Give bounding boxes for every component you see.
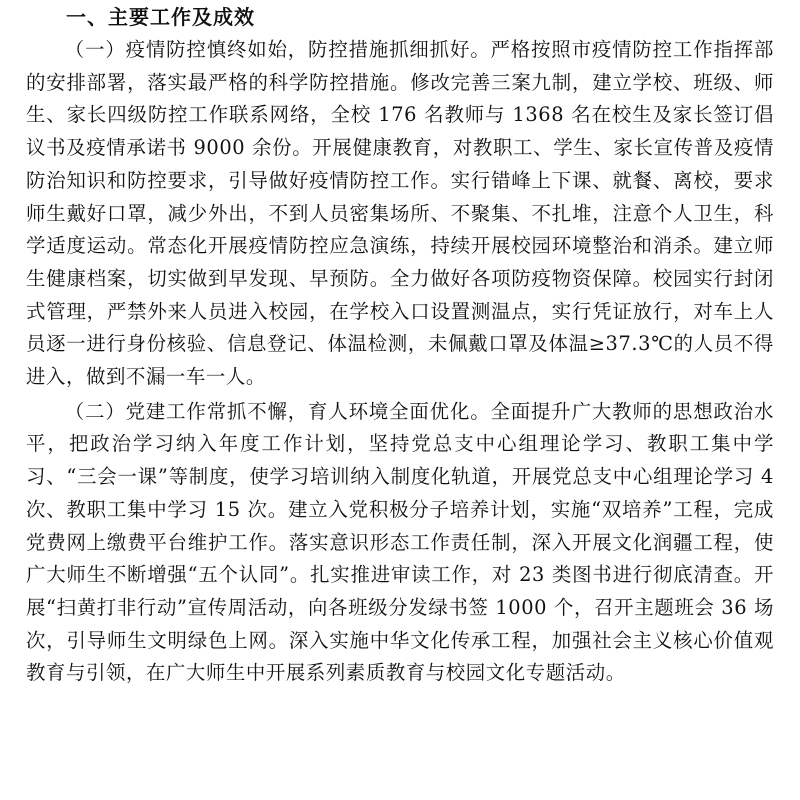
section-heading: 一、主要工作及成效: [66, 5, 255, 29]
paragraph-epidemic-control: （一）疫情防控慎终如始，防控措施抓细抓好。严格按照市疫情防控工作指挥部的安排部署，落实最严格的科学防控措施。修改完善三案九制，建立学校、班级、师生、家长四级防控工作联系网络，全校 176 名教师与 1368 名在校生及家长签订倡议书及疫情承诺书 9000 余份。开展健康教育，对教职工、学生、家长宣传普及疫情防治知识和防控要求，引导做好疫情防控工作。实行错峰上下课、就餐、离校，要求师生戴好口罩，减少外出，不到人员密集场所、不聚集、不扎堆，注意个人卫生，科学适度运动。常态化开展疫情防控应急演练，持续开展校园环境整治和消杀。建立师生健康档案，切实做到早发现、早预防。全力做好各项防疫物资保障。校园实行封闭式管理，严禁外来人员进入校园，在学校入口设置测温点，实行凭证放行，对车上人员逐一进行身份核验、信息登记、体温检测，未佩戴口罩及体温≥37.3℃的人员不得进入，做到不漏一车一人。: [26, 38, 774, 389]
paragraph-party-building: （二）党建工作常抓不懈，育人环境全面优化。全面提升广大教师的思想政治水平，把政治学习纳入年度工作计划，坚持党总支中心组理论学习、教职工集中学习、“三会一课”等制度，使学习培训纳入制度化轨道，开展党总支中心组理论学习 4 次、教职工集中学习 15 次。建立入党积极分子培养计划，实施“双培养”工程，完成党费网上缴费平台维护工作。落实意识形态工作责任制，深入开展文化润疆工程，使广大师生不断增强“五个认同”。扎实推进审读工作，对 23 类图书进行彻底清查。开展“扫黄打非行动”宣传周活动，向各班级分发绿书签 1000 个，召开主题班会 36 场次，引导师生文明绿色上网。深入实施中华文化传承工程，加强社会主义核心价值观教育与引领，在广大师生中开展系列素质教育与校园文化专题活动。: [26, 399, 774, 685]
